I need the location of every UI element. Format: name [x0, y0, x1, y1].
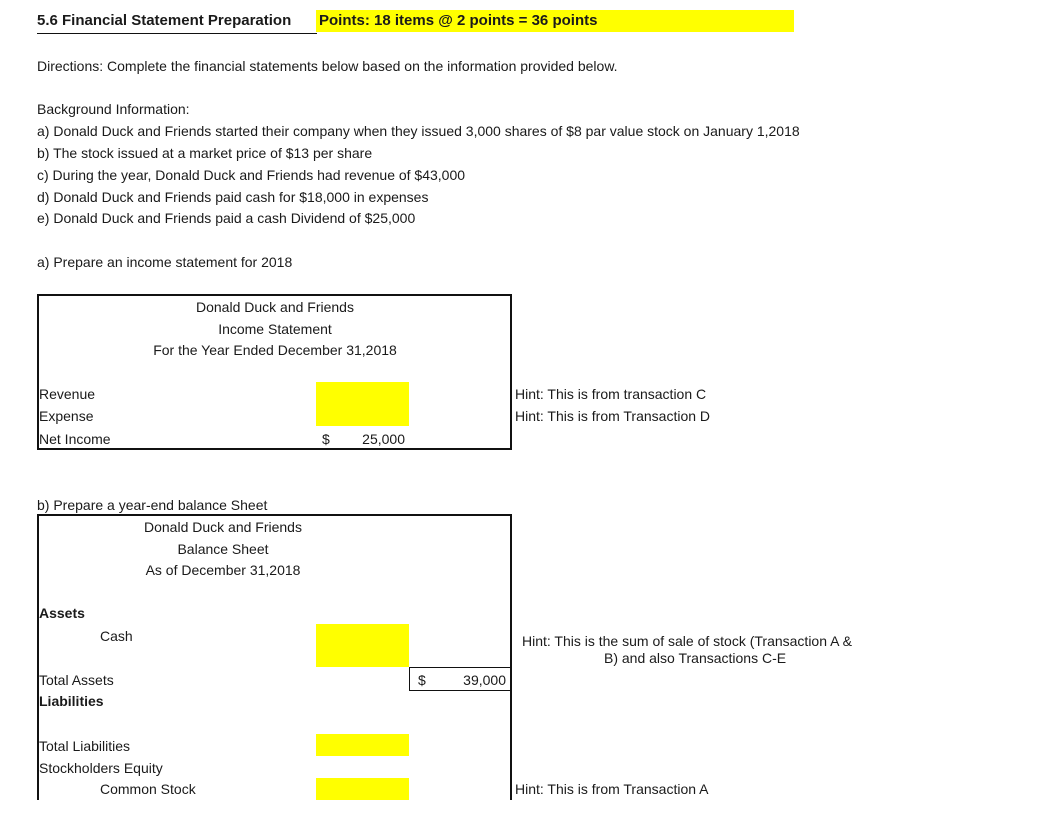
background-item-b: b) The stock issued at a market price of $13 per share	[37, 145, 373, 161]
expense-input[interactable]	[316, 404, 409, 426]
balance-period: As of December 31,2018	[145, 562, 301, 578]
expense-label: Expense	[39, 408, 94, 424]
hint-cash-line1: Hint: This is the sum of sale of stock (Transaction A &	[522, 633, 852, 649]
income-company: Donald Duck and Friends	[196, 299, 354, 315]
net-income-value: 25,000	[362, 431, 405, 447]
hint-common-stock: Hint: This is from Transaction A	[515, 781, 709, 797]
income-box-left	[37, 294, 39, 450]
hint-revenue: Hint: This is from transaction C	[515, 386, 707, 402]
balance-company: Donald Duck and Friends	[144, 519, 302, 535]
common-stock-input[interactable]	[316, 778, 409, 800]
balance-box-left	[37, 514, 39, 800]
total-liabilities-label: Total Liabilities	[39, 738, 131, 754]
balance-statement-title: Balance Sheet	[177, 541, 269, 557]
total-assets-label: Total Assets	[39, 672, 114, 688]
total-assets-top-border	[409, 667, 510, 668]
background-item-e: e) Donald Duck and Friends paid a cash Dividend of $25,000	[37, 210, 416, 226]
common-stock-label: Common Stock	[100, 781, 196, 797]
page-title: 5.6 Financial Statement Preparation	[37, 12, 292, 29]
background-heading: Background Information:	[37, 101, 190, 117]
income-statement-title: Income Statement	[218, 321, 332, 337]
income-prompt: a) Prepare an income statement for 2018	[37, 254, 293, 270]
balance-box-right	[510, 514, 512, 800]
balance-prompt: b) Prepare a year-end balance Sheet	[37, 497, 268, 513]
total-assets-value: 39,000	[463, 672, 506, 688]
total-liabilities-input[interactable]	[316, 734, 409, 756]
cash-label: Cash	[100, 628, 133, 644]
income-box-top	[37, 294, 512, 296]
income-box-right	[510, 294, 512, 450]
liabilities-heading: Liabilities	[39, 693, 104, 709]
income-period: For the Year Ended December 31,2018	[153, 342, 397, 358]
total-assets-bottom-border	[409, 690, 510, 691]
equity-heading: Stockholders Equity	[39, 760, 163, 776]
hint-expense: Hint: This is from Transaction D	[515, 408, 711, 424]
background-item-a: a) Donald Duck and Friends started their company when they issued 3,000 shares of $8 par value stock on January 1,2018	[37, 123, 800, 139]
points-label: Points: 18 items @ 2 points = 36 points	[319, 12, 598, 29]
cash-input[interactable]	[316, 624, 409, 667]
total-assets-currency: $	[418, 672, 426, 688]
net-income-currency: $	[322, 431, 330, 447]
balance-box-top	[37, 514, 512, 516]
assets-heading: Assets	[39, 605, 85, 621]
title-underline	[37, 33, 317, 34]
revenue-label: Revenue	[39, 386, 96, 402]
net-income-label: Net Income	[39, 431, 111, 447]
total-assets-left-border	[409, 667, 410, 691]
income-box-bottom	[37, 448, 512, 450]
directions-text: Directions: Complete the financial statements below based on the information provided below.	[37, 58, 618, 74]
background-item-c: c) During the year, Donald Duck and Friends had revenue of $43,000	[37, 167, 466, 183]
hint-cash-line2: B) and also Transactions C-E	[604, 650, 787, 666]
background-item-d: d) Donald Duck and Friends paid cash for $18,000 in expenses	[37, 189, 429, 205]
revenue-input[interactable]	[316, 382, 409, 404]
